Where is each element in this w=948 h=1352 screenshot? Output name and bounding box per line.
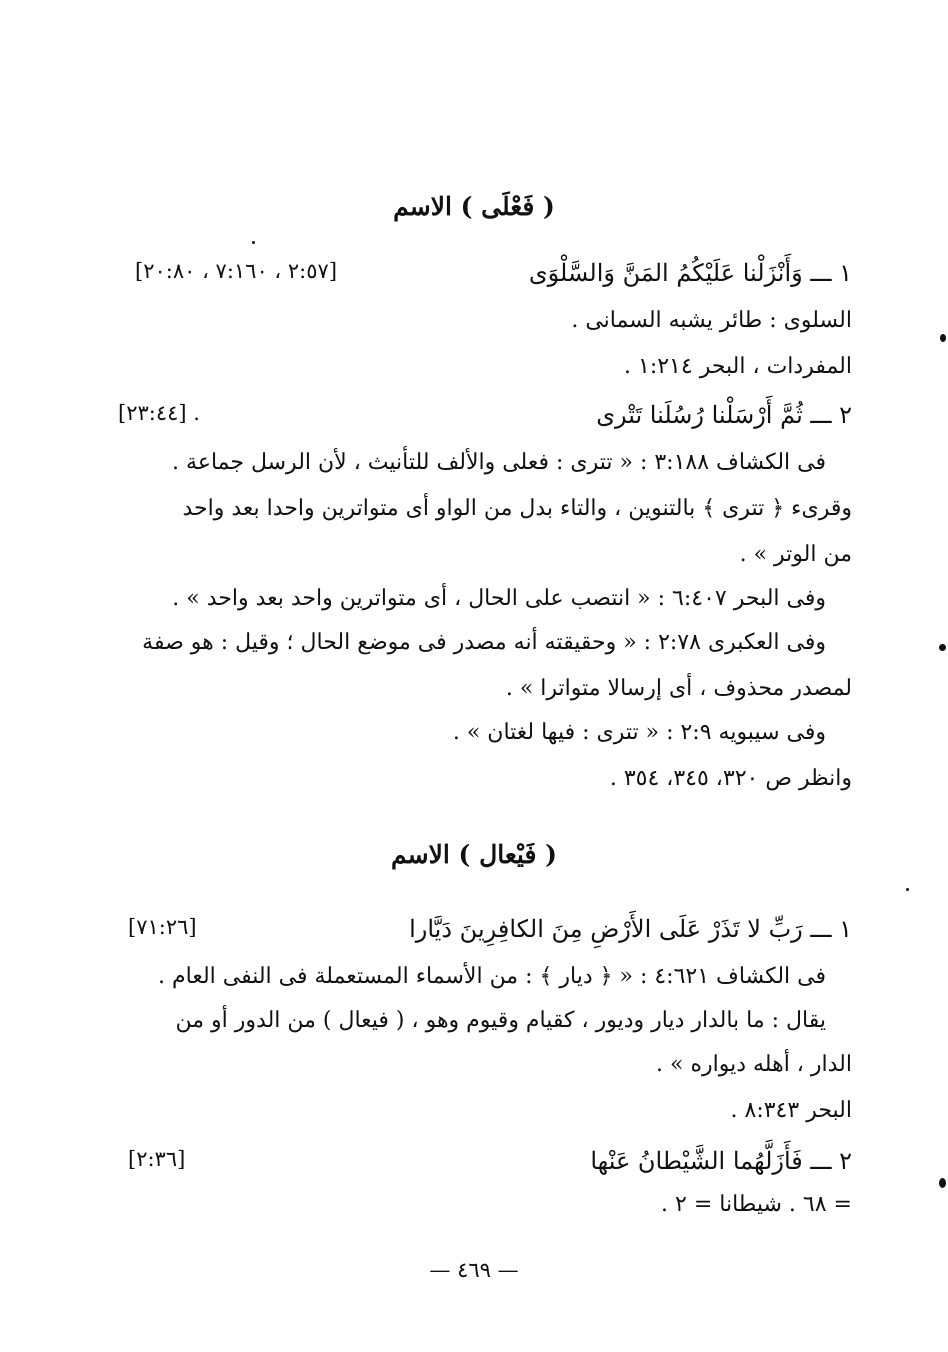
scan-mark <box>906 888 909 891</box>
text-line: من الوتر » . <box>739 542 852 567</box>
text-line: المفردات ، البحر ١:٢١٤ . <box>624 354 852 379</box>
text-line: وفى البحر ٦:٤٠٧ : « انتصب على الحال ، أى متواترين واحد بعد واحد » . <box>172 586 826 611</box>
text-line: فى الكشاف ٤:٦٢١ : « ﴿ ديار ﴾ : من الأسماء المستعملة فى النفى العام . <box>158 964 826 989</box>
scan-mark <box>940 334 946 342</box>
verse-line: ١ ـــ وَأَنْزَلْنا عَلَيْكُمُ المَنَّ وَالسَّلْوَى <box>528 259 852 287</box>
verse-reference: [٢:٣٦] <box>128 1147 186 1171</box>
text-line: وانظر ص ٣٢٠، ٣٤٥، ٣٥٤ . <box>609 766 852 791</box>
text-line: السلوى : طائر يشبه السمانى . <box>571 308 852 333</box>
text-line: فى الكشاف ٣:١٨٨ : « تترى : فعلى والألف للتأنيث ، لأن الرسل جماعة . <box>172 450 826 475</box>
text-line: وقرىء ﴿ تترى ﴾ بالتنوين ، والتاء بدل من الواو أى متواترين واحدا بعد واحد <box>182 496 852 521</box>
text-line: لمصدر محذوف ، أى إرسالا متواترا » . <box>505 676 852 701</box>
verse-line: ١ ـــ رَبِّ لا تَذَرْ عَلَى الأَرْضِ مِنَ الكافِرِينَ دَيَّارا <box>409 915 852 943</box>
text-line: = ٦٨ . شيطانا = ٢ . <box>661 1192 852 1217</box>
verse-reference: [٧١:٢٦] <box>128 915 197 939</box>
verse-line: ٢ ـــ فَأَزَلَّهُما الشَّيْطانُ عَنْها <box>590 1147 852 1175</box>
text-line: وفى العكبرى ٢:٧٨ : « وحقيقته أنه مصدر فى موضع الحال ؛ وقيل : هو صفة <box>142 630 826 655</box>
text-line: البحر ٨:٣٤٣ . <box>730 1098 852 1123</box>
page-number: — ٤٦٩ — <box>429 1258 519 1282</box>
scan-mark <box>939 1178 946 1188</box>
scan-mark <box>939 644 946 651</box>
verse-line: ٢ ـــ ثُمَّ أَرْسَلْنا رُسُلَنا تَتْرى <box>596 401 852 429</box>
section-heading-fayal: ( فَيْعال ) الاسم <box>391 840 557 869</box>
text-line: وفى سيبويه ٢:٩ : « تترى : فيها لغتان » . <box>452 720 826 745</box>
verse-reference: [٢:٥٧ ، ٧:١٦٠ ، ٢٠:٨٠] <box>135 259 338 283</box>
scan-mark <box>252 241 255 244</box>
text-line: يقال : ما بالدار ديار وديور ، كقيام وقيوم وهو ، ( فيعال ) من الدور أو من <box>175 1008 826 1033</box>
section-heading-fala: ( فَعْلَى ) الاسم <box>393 192 555 221</box>
text-line: الدار ، أهله ديواره » . <box>656 1052 852 1077</box>
verse-reference: [٢٣:٤٤] . <box>118 401 200 425</box>
